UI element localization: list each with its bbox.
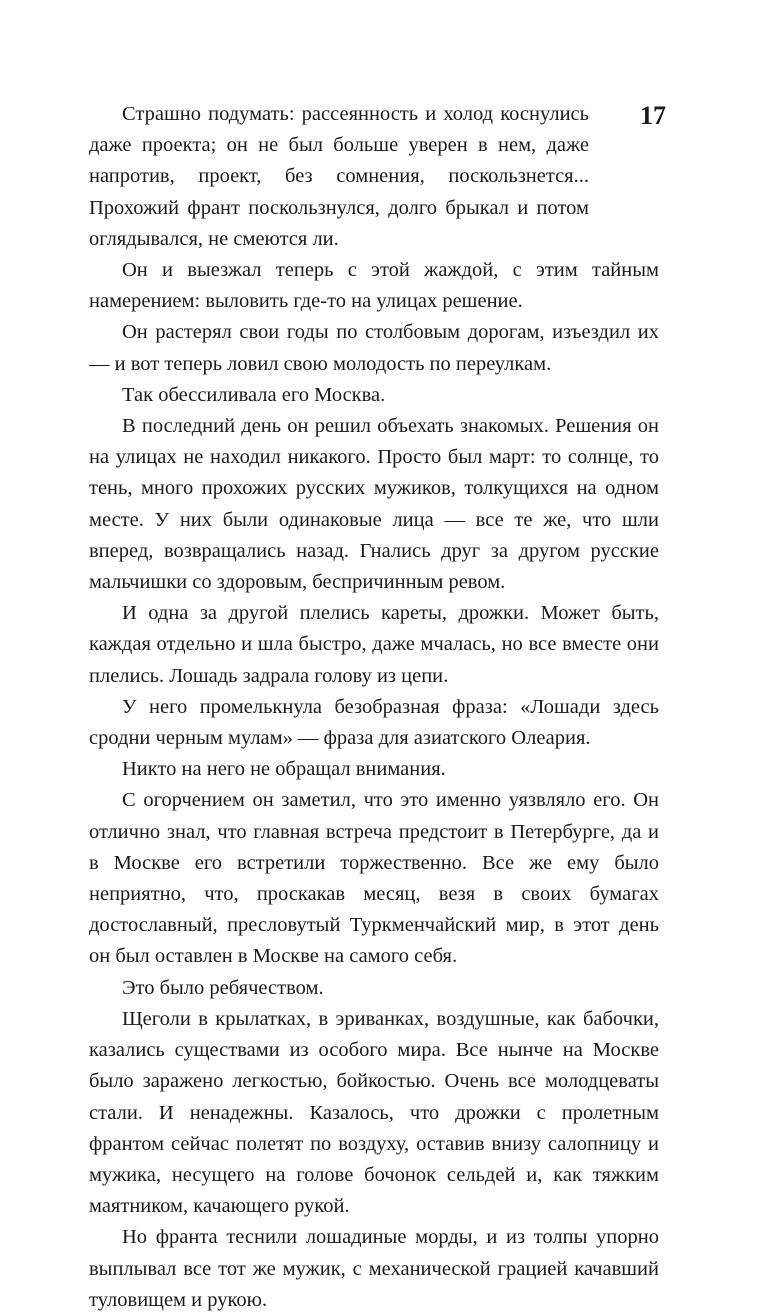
paragraph: С огорчением он заметил, что это именно уязвляло его. Он отлично знал, что главная встреча предстоит в Петербурге, да и в Москве его встретили торжественно. Все же ему было неприятно, что, проскакав месяц, везя в своих бумагах достославный, пресловутый Туркменчайский мир, в этот день он был оставлен в Москве на самого себя.	[89, 789, 659, 968]
paragraph: В последний день он решил объехать знакомых. Решения он на улицах не находил никакого. Просто был март: то солнце, то тень, много прохожих русских мужиков, толкущихся на одном месте. У них были одинаковые лица — все те же, что шли вперед, возвращались назад. Гнались друг за другом русские мальчишки со здоровым, беспричинным ревом.	[89, 415, 659, 594]
paragraph: Он и выезжал теперь с этой жаждой, с этим тайным намерением: выловить где-то на улицах решение.	[89, 259, 659, 313]
paragraph: Щеголи в крылатках, в эриванках, воздушные, как бабочки, казались существами из особого мира. Все нынче на Москве было заражено легкостью, бойкостью. Очень все молодцеваты стали. И ненадежны. Казалось, что дрожки с пролетным франтом сейчас полетят по воздуху, оставив внизу салопницу и мужика, несущего на голове бочонок сельдей и, как тяжким маятником, качающего рукой.	[89, 1007, 659, 1218]
paragraph: Никто на него не обращал внимания.	[122, 758, 446, 781]
page-number: 17	[640, 101, 666, 130]
paragraph: Но франта теснили лошадиные морды, и из толпы упорно выплывал все тот же мужик, с механической грацией качавший туловищем и рукою.	[89, 1226, 659, 1311]
paragraph: Так обессиливала его Москва.	[122, 383, 386, 406]
paragraph: У него промелькнула безобразная фраза: «Лошади здесь сродни черным мулам» — фраза для азиатского Олеария.	[89, 695, 659, 750]
body-text	[89, 99, 659, 1316]
paragraph: Это было ребячеством.	[122, 976, 324, 999]
paragraph: Страшно подумать: рассеянность и холод коснулись даже проекта; он не был больше уверен в нем, даже напротив, проект, без сомнения, поскользнется... Прохожий франт поскользнулся, долго брыкал и потом оглядывался, не смеются ли.	[89, 103, 589, 250]
paragraph: Он растерял свои годы по столбовым дорогам, изъездил их — и вот теперь ловил свою молодость по переулкам.	[89, 321, 659, 375]
paragraph: И одна за другой плелись кареты, дрожки. Может быть, каждая отдельно и шла быстро, даже мчалась, но все вместе они плелись. Лошадь задрала голову из цепи.	[89, 602, 659, 687]
